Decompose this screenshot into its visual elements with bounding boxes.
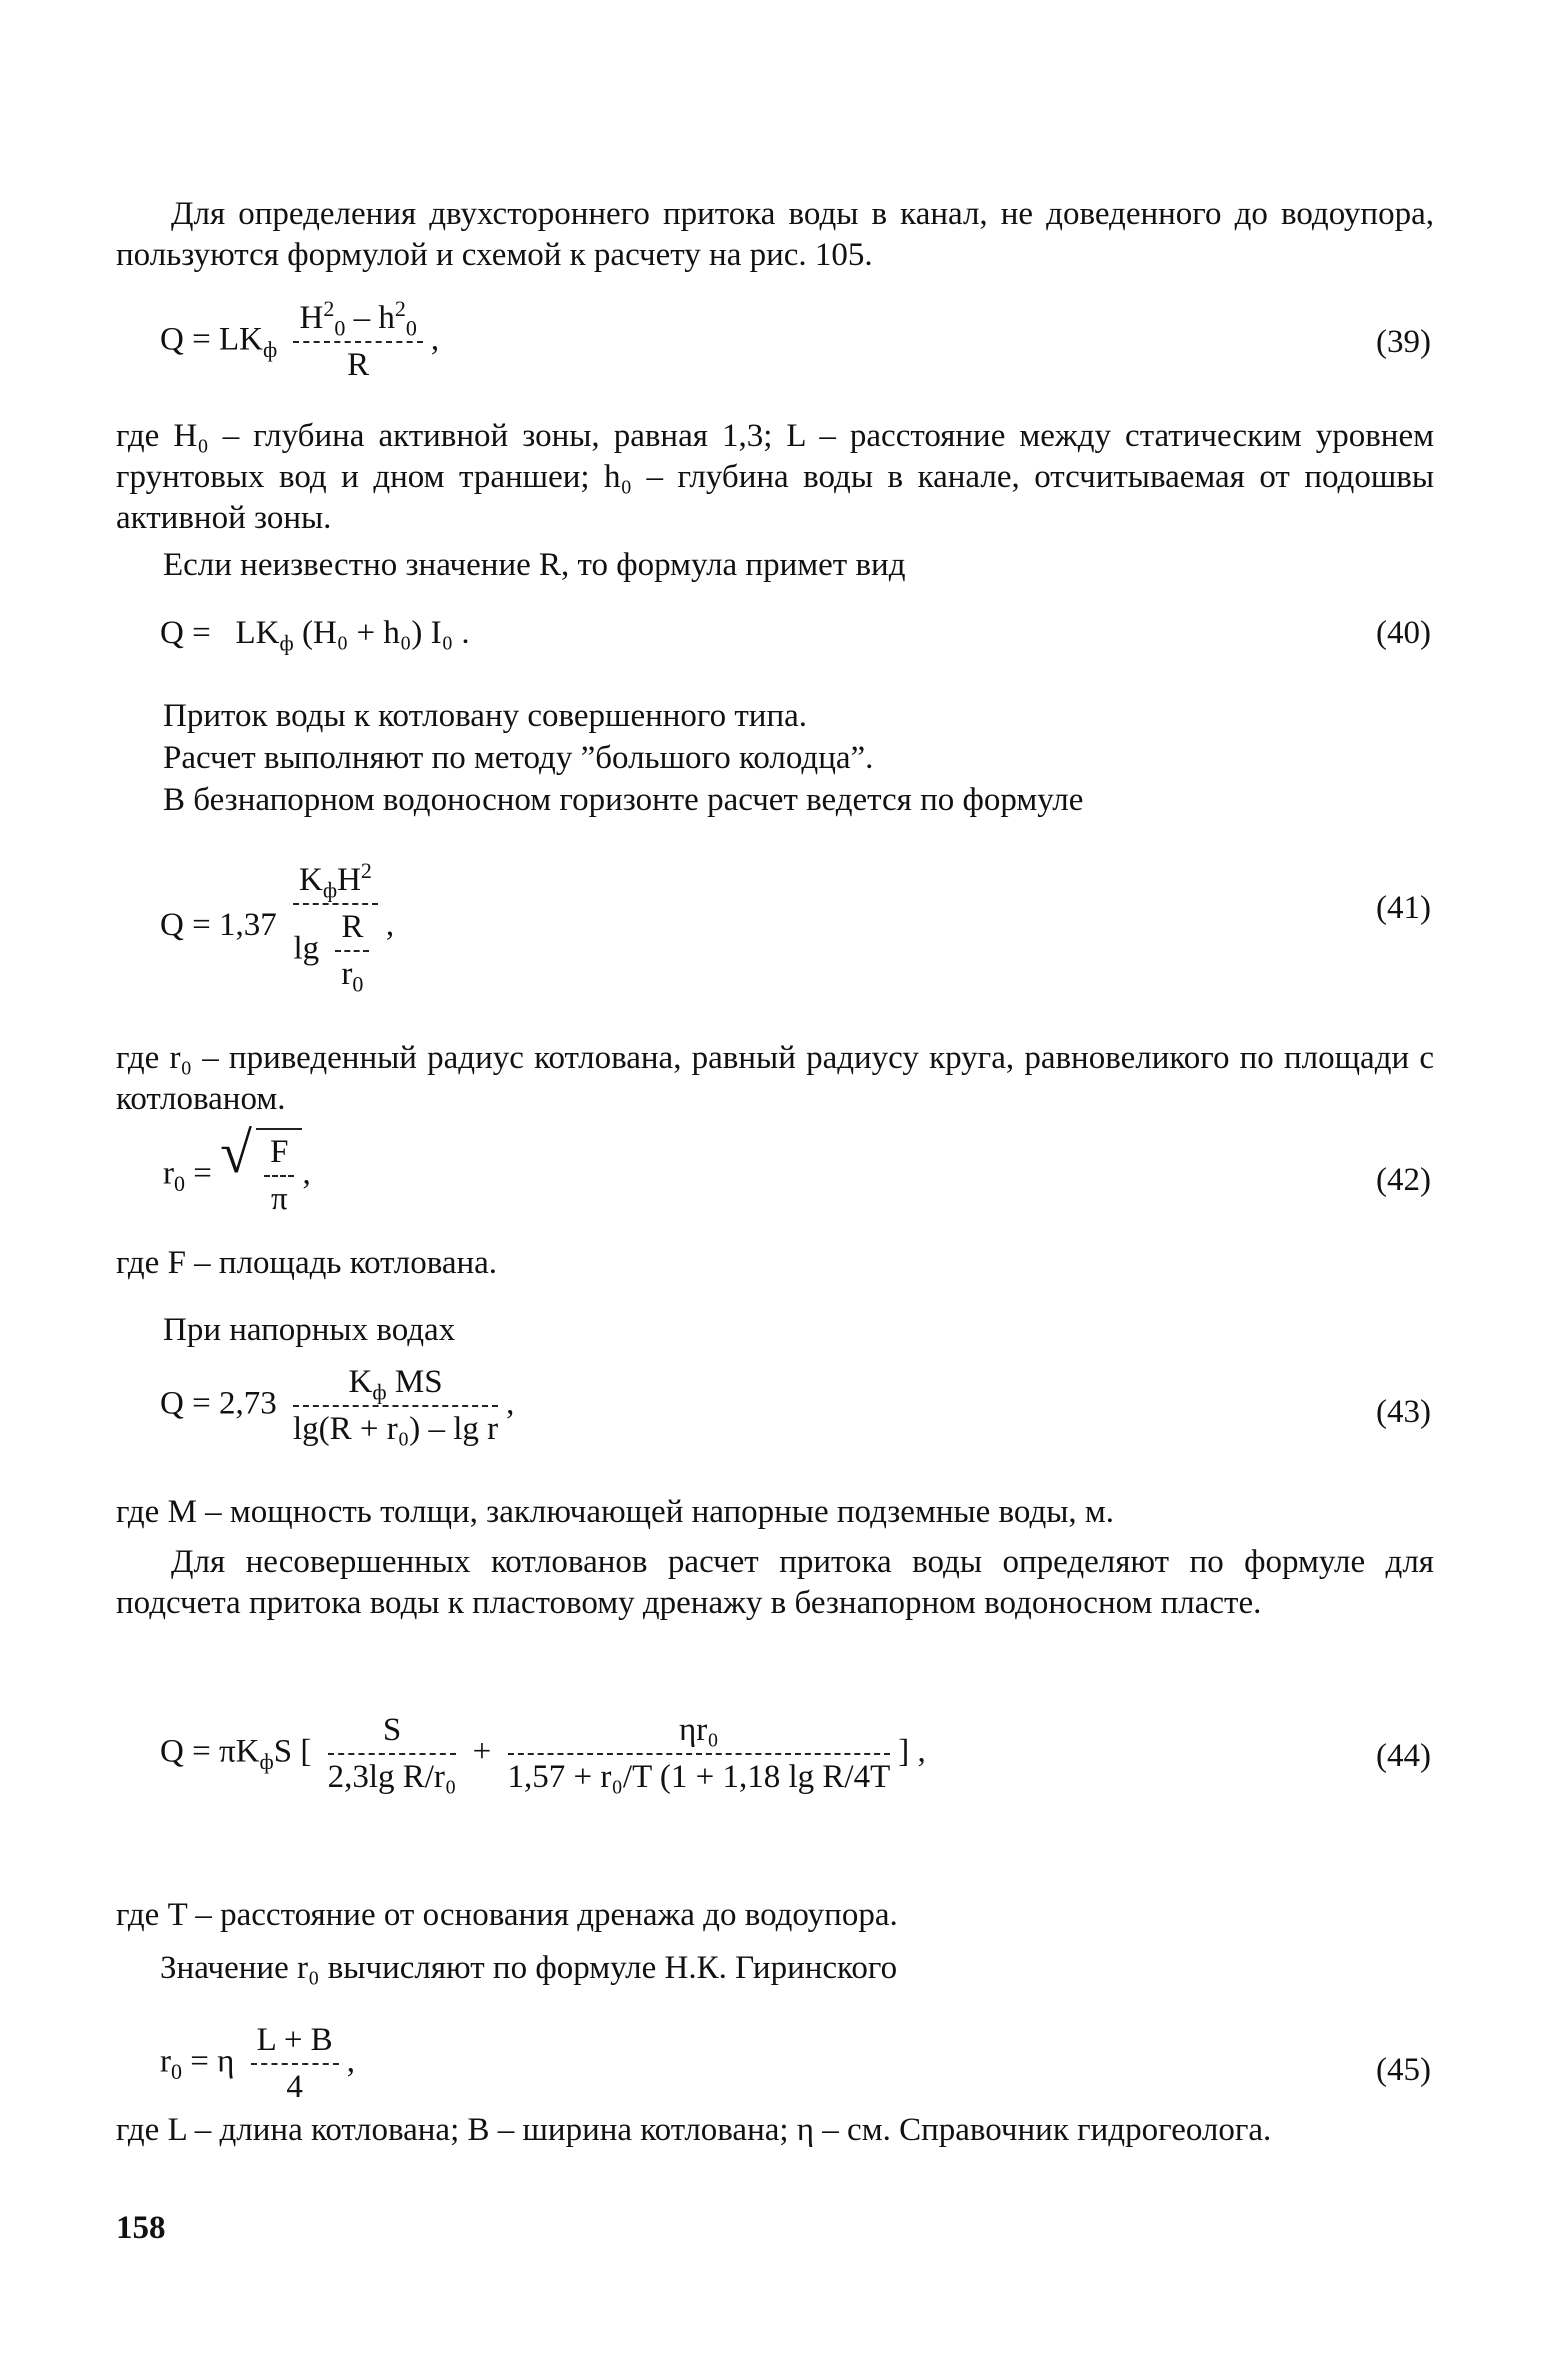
eq39-num-a-sub: 0 [334,315,346,341]
eq44-plus: + [472,1733,492,1770]
eq42-sqrt: √ $\frac{F}{\pi}$ [220,1128,302,1220]
paragraph-inflow-title: Приток воды к котловану совершенного типа. [163,698,808,734]
eq45-num: L + B [251,2020,339,2065]
eq42-tail: , [302,1155,311,1192]
paragraph-if-unknown: Если неизвестно значение R, то формула примет вид [163,547,906,583]
paragraph-pressure: При напорных водах [163,1312,456,1348]
eq39-den: R [347,347,370,383]
eq41-num: K [298,862,323,898]
eq40-coef-sub: ф [279,630,294,656]
eq44-coef-tail: S [ [273,1733,312,1770]
eq44-fraction-1 [328,1710,457,1798]
equation-number-42: (42) [1376,1162,1431,1198]
paragraph-imperfect: Для несовершенных котлованов расчет притока воды определяют по формуле для подсчета притока воды к пластовому дренажу в безнапорном водоносном пласте. [116,1544,1434,1621]
equation-45: $r_0 = \eta$ $\frac{L + B}{4}$ , [160,2020,355,2108]
paragraph-unconfined: В безнапорном водоносном горизонте расчет ведется по формуле [163,782,1084,818]
paragraph-value-r0: Значение r₀ вычисляют по формуле Н.К. Гиринского [160,1950,898,1986]
eq44-tail: ] , [898,1733,926,1770]
equation-number-39: (39) [1376,324,1431,360]
paragraph-method: Расчет выполняют по методу ”большого колодца”. [163,740,874,776]
eq41-inner-num: R [335,907,369,952]
eq45-coef: η [217,2043,235,2080]
eq39-fraction [293,298,422,386]
paragraph-where-43: где M – мощность толщи, заключающей напорные подземные воды, м. [116,1494,1115,1530]
eq43-num: K [348,1364,373,1400]
eq43-num-sub: ф [372,1379,387,1405]
eq41-fraction [293,860,378,995]
eq41-lhs: Q [160,907,184,944]
paragraph-where-39: где H₀ – глубина активной зоны, равная 1,3; L – расстояние между статическим уровнем грунтовых вод и дном траншеи; h₀ – глубина воды в канале, отсчитываемая от подошвы активной зоны. [116,418,1434,536]
eq39-coef-sub: ф [262,337,278,363]
eq41-inner-den: r [341,956,353,992]
page-number: 158 [116,2210,166,2246]
eq39-coef: LK [218,321,263,358]
eq41-inner-den-sub: 0 [352,971,364,997]
eq45-den: 4 [286,2069,303,2105]
eq41-coef: 1,37 [218,907,277,944]
eq42-fraction [264,1132,294,1220]
eq39-num-b: h [378,300,395,336]
eq42-lhs-sub: 0 [174,1171,185,1197]
equation-43: Q = 2,73 $\frac{K_ф MS}{\text{lg(R + r₀) – lg r}}$ , [160,1362,514,1450]
equation-number-40: (40) [1376,615,1431,651]
eq39-tail: , [430,321,440,358]
eq44-coef: πK [218,1733,260,1770]
eq41-tail: , [385,907,395,944]
eq40-body: (H₀ + h₀) I₀ . [301,615,470,651]
eq43-den: lg(R + r₀) – lg r [292,1411,499,1447]
equation-41: Q = 1,37 $K_фH^2$ lg $\frac{R}{r_0}$ , [160,858,395,997]
eq43-coef: 2,73 [218,1385,277,1422]
eq40-lhs: Q [160,615,184,651]
eq44-f2-num: ηr₀ [508,1710,891,1755]
equation-40: $Q = LK_ф$ (H₀ + h₀) I₀ . [160,615,470,656]
eq43-tail: , [506,1385,515,1422]
eq43-lhs: Q [160,1385,184,1422]
paragraph-where-45: где L – длина котлована; B – ширина котлована; η – см. Справочник гидрогеолога. [116,2112,1272,2148]
eq41-den-lg: lg [293,930,320,967]
eq39-minus: – [345,300,379,336]
eq41-num-tail: H [337,862,361,898]
eq39-num-b-sup: 2 [394,296,406,321]
eq39-lhs: Q [160,321,184,358]
eq40-coef: LK [235,615,280,651]
eq44-f1-num: S [328,1710,457,1755]
paragraph-intro: Для определения двухстороннего притока воды в канал, не доведенного до водоупора, пользуются формулой и схемой к расчету на рис. 105. [116,196,1434,273]
eq42-num: F [264,1132,294,1177]
equation-42: $r_0$ = √ $\frac{F}{\pi}$ , [163,1128,311,1220]
eq44-lhs: Q [160,1733,184,1770]
eq43-fraction [293,1362,498,1450]
equation-number-44: (44) [1376,1738,1431,1774]
equation-number-43: (43) [1376,1394,1431,1430]
eq45-fraction [251,2020,339,2108]
paragraph-where-41: где r₀ – приведенный радиус котлована, равный радиусу круга, равновеликого по площади с котлованом. [116,1040,1434,1117]
eq45-tail: , [346,2043,355,2080]
eq42-lhs: r [163,1155,174,1192]
equation-number-45: (45) [1376,2052,1431,2088]
eq45-lhs-sub: 0 [171,2059,182,2085]
eq44-fraction-2 [508,1710,891,1798]
eq41-inner-fraction [335,907,369,995]
equation-44: $Q = \pi K_фS$ [ $\frac{S}{\text{2,3lg R/r₀}}$ + $\frac{\text{ηr₀}}{\text{1,57 + r₀/T (1 + 1,18 lg R/4T}}$ ] , [160,1710,926,1798]
eq43-num-tail: MS [386,1364,443,1400]
eq44-f2-den: 1,57 + r₀/T (1 + 1,18 lg R/4T [507,1759,891,1795]
equation-39: $Q = LK_ф$ $\frac{H^2_0 - h^2_0}{R}$ , [160,298,439,386]
eq41-num-sup: 2 [360,858,372,883]
eq44-coef-sub: ф [259,1749,274,1775]
eq41-num-sub: ф [322,877,338,903]
eq42-den: π [270,1181,288,1217]
eq39-num-a-sup: 2 [323,296,335,321]
eq39-num-b-sub: 0 [405,315,417,341]
eq45-lhs: r [160,2043,171,2080]
paragraph-where-44: где T – расстояние от основания дренажа до водоупора. [116,1897,898,1933]
paragraph-where-42: где F – площадь котлована. [116,1245,498,1281]
equation-number-41: (41) [1376,890,1431,926]
eq39-num-a: H [299,300,324,336]
eq44-f1-den: 2,3lg R/r₀ [327,1759,457,1795]
